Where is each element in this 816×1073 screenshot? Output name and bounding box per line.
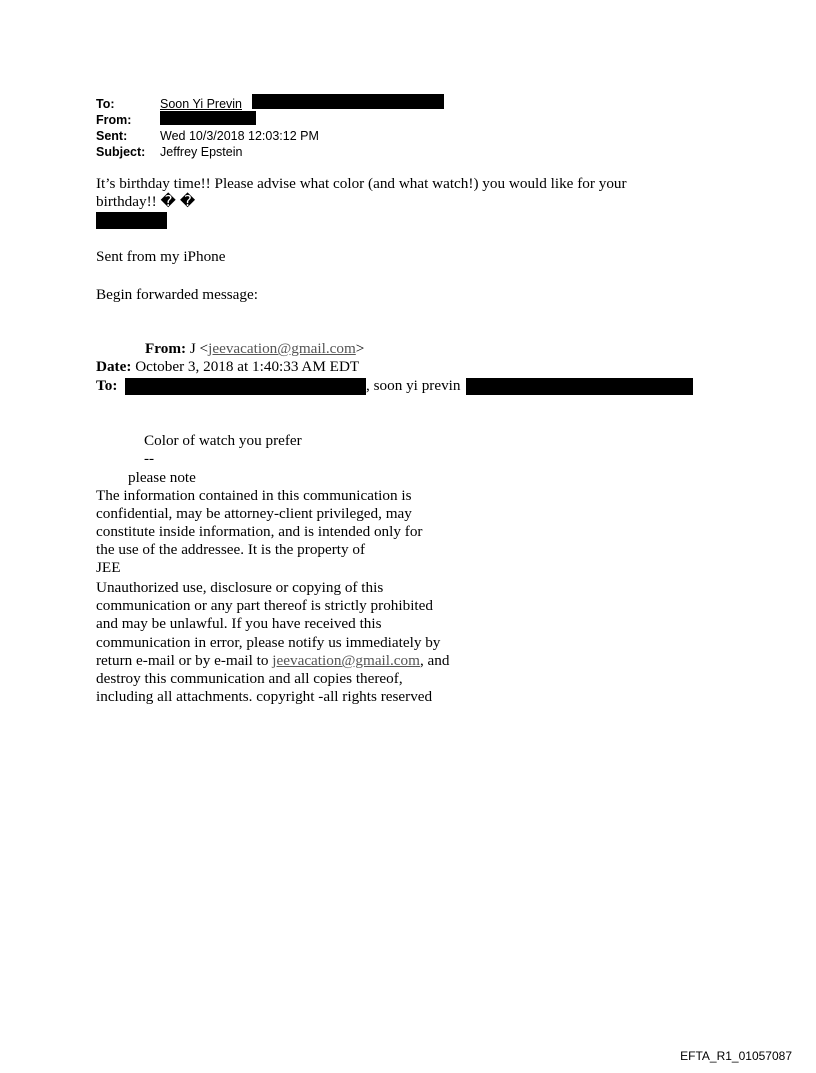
fwd-from-name: J < — [186, 340, 209, 357]
begin-forwarded-line: Begin forwarded message: — [96, 286, 258, 303]
disclaimer-line: destroy this communication and all copies thereof, — [96, 670, 403, 687]
disclaimer-line: including all attachments. copyright -all rights reserved — [96, 688, 433, 705]
fwd-to-line — [96, 377, 117, 395]
fwd-from-line — [145, 340, 364, 358]
disclaimer-line: confidential, may be attorney-client privileged, may — [96, 505, 412, 522]
to-label: To: — [96, 97, 115, 111]
fwd-to-label: To: — [96, 377, 118, 394]
fwd-from-email-link[interactable]: jeevacation@gmail.com — [208, 340, 356, 357]
redaction-to-email — [252, 94, 444, 109]
disclaimer-line: and may be unlawful. If you have received this — [96, 615, 382, 632]
disclaimer-email-line — [96, 652, 449, 670]
disclaimer-email-link[interactable]: jeevacation@gmail.com — [272, 652, 420, 669]
disclaimer-email-suffix: , and — [419, 652, 450, 669]
fwd-from-close: > — [355, 340, 365, 357]
please-note: please note — [128, 469, 196, 486]
sent-value: Wed 10/3/2018 12:03:12 PM — [160, 129, 319, 143]
disclaimer-line: Unauthorized use, disclosure or copying of this — [96, 579, 384, 596]
subject-label: Subject: — [96, 145, 146, 159]
to-value: Soon Yi Previn — [160, 97, 242, 111]
disclaimer-line: constitute inside information, and is intended only for — [96, 523, 423, 540]
redaction-fwd-to-1 — [125, 378, 366, 395]
disclaimer-line: The information contained in this communication is — [96, 487, 412, 504]
disclaimer-line: communication or any part thereof is strictly prohibited — [96, 597, 433, 614]
body-line-1: It’s birthday time!! Please advise what color (and what watch!) you would like for your — [96, 175, 627, 192]
disclaimer-line: the use of the addressee. It is the property of — [96, 541, 366, 558]
redaction-signature — [96, 212, 167, 229]
message-text: Color of watch you prefer — [144, 432, 302, 449]
disclaimer-line: communication in error, please notify us immediately by — [96, 634, 441, 651]
document-id: EFTA_R1_01057087 — [680, 1049, 792, 1063]
fwd-date-label: Date: — [96, 358, 132, 375]
fwd-date-line — [96, 358, 359, 376]
fwd-to-middle: , soon yi previn — [366, 377, 461, 394]
body-line-2: birthday!! � � — [96, 193, 196, 210]
fwd-from-label: From: — [145, 340, 187, 357]
signature-separator: -- — [144, 450, 155, 467]
fwd-date-value: October 3, 2018 at 1:40:33 AM EDT — [131, 358, 360, 375]
sent-from-line: Sent from my iPhone — [96, 248, 226, 265]
disclaimer-email-prefix: return e-mail or by e-mail to — [96, 652, 273, 669]
sent-label: Sent: — [96, 129, 128, 143]
redaction-fwd-to-2 — [466, 378, 693, 395]
subject-value: Jeffrey Epstein — [160, 145, 243, 159]
disclaimer-line: JEE — [96, 559, 121, 576]
redaction-from — [160, 111, 256, 125]
from-label: From: — [96, 113, 132, 127]
